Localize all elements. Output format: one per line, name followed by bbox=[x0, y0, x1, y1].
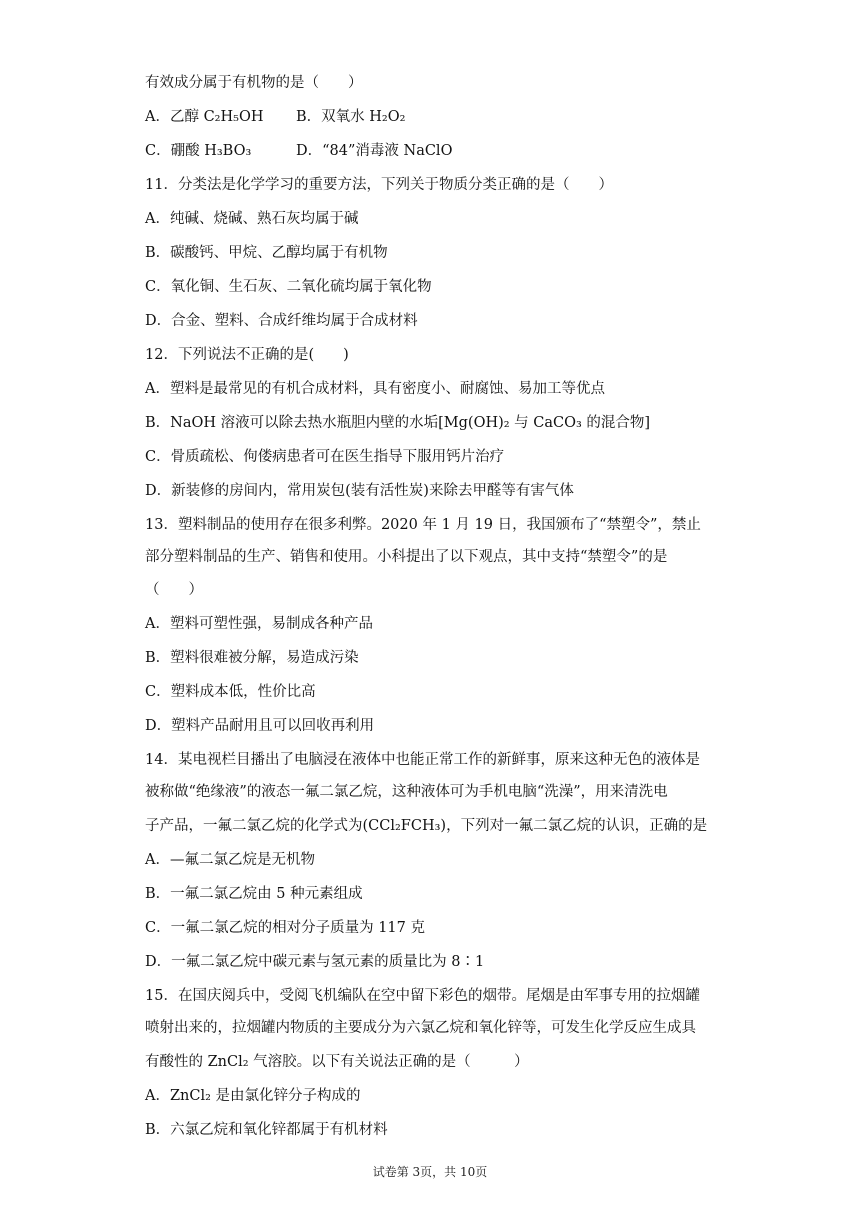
q15-stem-line-1: 15．在国庆阅兵中，受阅飞机编队在空中留下彩色的烟带。尾烟是由军事专用的拉烟罐 bbox=[145, 988, 700, 1004]
q11-option-d: D．合金、塑料、合成纤维均属于合成材料 bbox=[145, 313, 418, 329]
q12-option-c: C．骨质疏松、佝偻病患者可在医生指导下服用钙片治疗 bbox=[145, 449, 505, 465]
q11-option-a: A．纯碱、烧碱、熟石灰均属于碱 bbox=[145, 211, 359, 227]
q15-option-b: B．六氯乙烷和氧化锌都属于有机材料 bbox=[145, 1122, 388, 1138]
q13-stem-line-2: 部分塑料制品的生产、销售和使用。小科提出了以下观点，其中支持“禁塑令”的是 bbox=[145, 549, 668, 565]
q13-option-a: A．塑料可塑性强，易制成各种产品 bbox=[145, 616, 373, 632]
q13-option-c: C．塑料成本低，性价比高 bbox=[145, 684, 316, 700]
q10-option-b: B．双氧水 H₂O₂ bbox=[296, 109, 406, 125]
q14-option-a: A．—氟二氯乙烷是无机物 bbox=[145, 852, 315, 868]
q13-option-d: D．塑料产品耐用且可以回收再利用 bbox=[145, 718, 375, 734]
q15-option-a: A．ZnCl₂ 是由氯化锌分子构成的 bbox=[145, 1088, 361, 1104]
q13-option-b: B．塑料很难被分解，易造成污染 bbox=[145, 650, 359, 666]
q12-option-d: D．新装修的房间内，常用炭包(装有活性炭)来除去甲醛等有害气体 bbox=[145, 483, 574, 499]
q11-option-b: B．碳酸钙、甲烷、乙醇均属于有机物 bbox=[145, 245, 388, 261]
q13-stem-line-3: （ ） bbox=[145, 582, 203, 598]
q14-stem-line-1: 14．某电视栏目播出了电脑浸在液体中也能正常工作的新鲜事，原来这种无色的液体是 bbox=[145, 752, 700, 768]
q14-stem-line-3: 子产品，一氟二氯乙烷的化学式为(CCl₂FCH₃)，下列对一氟二氯乙烷的认识，正确的是 bbox=[145, 818, 708, 834]
q11-stem: 11．分类法是化学学习的重要方法，下列关于物质分类正确的是（ ） bbox=[145, 177, 613, 193]
q15-stem-line-2: 喷射出来的，拉烟罐内物质的主要成分为六氯乙烷和氧化锌等，可发生化学反应生成具 bbox=[145, 1020, 696, 1036]
page-footer: 试卷第 3页，共 10页 bbox=[372, 1165, 488, 1179]
q12-option-a: A．塑料是最常见的有机合成材料，具有密度小、耐腐蚀、易加工等优点 bbox=[145, 381, 605, 397]
q13-stem-line-1: 13．塑料制品的使用存在很多利弊。2020 年 1 月 19 日，我国颁布了“禁塑令”，禁止 bbox=[145, 517, 701, 533]
q14-option-c: C．一氟二氯乙烷的相对分子质量为 117 克 bbox=[145, 920, 425, 936]
q10-option-d: D．“84”消毒液 NaClO bbox=[296, 143, 453, 159]
q15-stem-line-3: 有酸性的 ZnCl₂ 气溶胶。以下有关说法正确的是（ ） bbox=[145, 1054, 529, 1070]
q10-option-a: A．乙醇 C₂H₅OH bbox=[145, 109, 264, 125]
q10-stem-tail: 有效成分属于有机物的是（ ） bbox=[145, 75, 363, 91]
q14-stem-line-2: 被称做“绝缘液”的液态一氟二氯乙烷，这种液体可为手机电脑“洗澡”，用来清洗电 bbox=[145, 784, 668, 800]
q11-option-c: C．氧化铜、生石灰、二氧化硫均属于氧化物 bbox=[145, 279, 432, 295]
q12-stem: 12．下列说法不正确的是( ) bbox=[145, 347, 349, 363]
q12-option-b: B．NaOH 溶液可以除去热水瓶胆内壁的水垢[Mg(OH)₂ 与 CaCO₃ 的混合物] bbox=[145, 415, 651, 431]
q10-option-c: C．硼酸 H₃BO₃ bbox=[145, 143, 252, 159]
q14-option-b: B．一氟二氯乙烷由 5 种元素组成 bbox=[145, 886, 363, 902]
q14-option-d: D．一氟二氯乙烷中碳元素与氢元素的质量比为 8∶1 bbox=[145, 954, 485, 970]
